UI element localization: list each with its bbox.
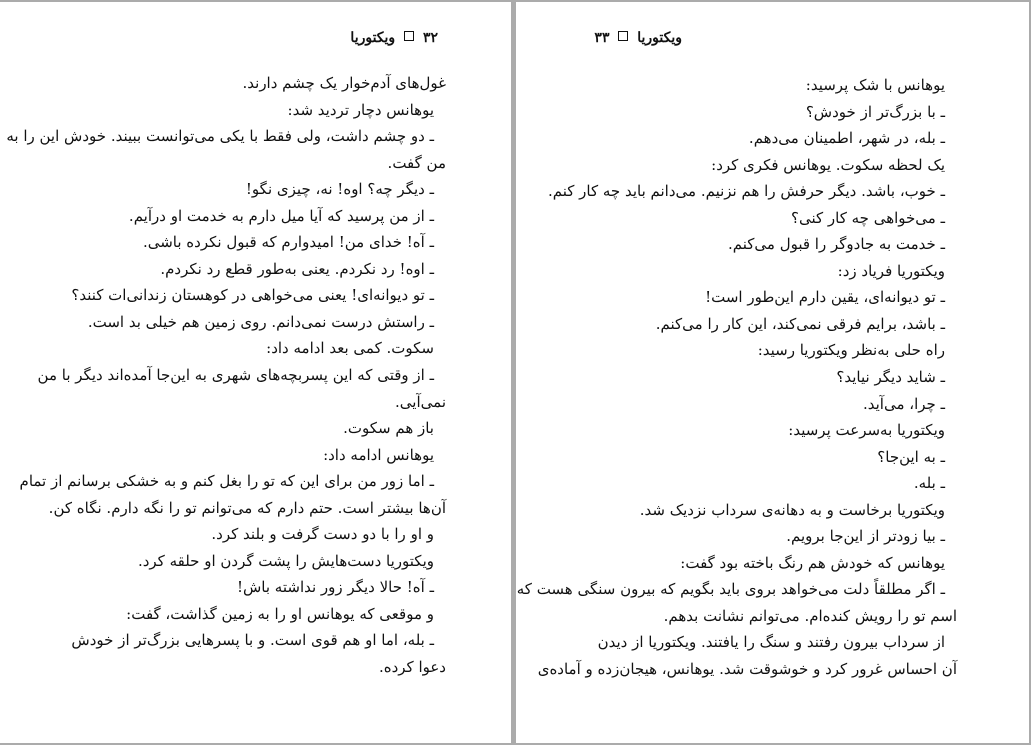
text-line: ـ بیا زودتر از این‌جا برویم. [786, 527, 945, 546]
text-line: یوهانس که خودش هم رنگ باخته بود گفت: [680, 553, 945, 572]
text-line: ـ شاید دیگر نیاید؟ [836, 368, 945, 387]
running-title: ویکتوریا [350, 30, 396, 46]
text-line: ـ بله، اما او هم قوی است. و با پسرهایی بزرگ‌تر از خودش [71, 631, 434, 650]
text-line: ـ اگر مطلقاً دلت می‌خواهد بروی باید بگویم که بیرون سنگی هست که [516, 580, 945, 599]
text-line: غول‌های آدم‌خوار یک چشم دارند. [242, 74, 446, 92]
square-separator-icon [618, 31, 628, 41]
text-line: ـ می‌خواهی چه کار کنی؟ [790, 208, 945, 227]
text-line: ـ به این‌جا؟ [877, 447, 945, 466]
right-page [516, 2, 1029, 743]
square-separator-icon [404, 31, 414, 41]
page-number: ۳۳ [594, 30, 610, 46]
text-line: نمی‌آیی. [395, 392, 446, 411]
text-line: سکوت. کمی بعد ادامه داد: [266, 339, 434, 358]
text-line: یوهانس با شک پرسید: [805, 76, 945, 94]
text-line: من گفت. [387, 153, 446, 172]
right-page-text [516, 72, 1029, 683]
text-line: ـ خوب، باشد. دیگر حرفش را هم نزنیم. می‌دانم باید چه کار کنم. [547, 182, 945, 201]
text-line: ـ از من پرسید که آیا میل دارم به خدمت او درآیم. [128, 206, 434, 225]
text-line: ـ بله. [913, 474, 945, 493]
text-line: ـ دیگر چه؟ اوه! نه، چیزی نگو! [245, 180, 434, 199]
text-line: باز هم سکوت. [343, 419, 434, 438]
text-line: اسم تو را رویش کنده‌ام. می‌توانم نشانت بدهم. [663, 606, 957, 625]
left-page [0, 2, 511, 743]
text-line: یوهانس ادامه داد: [323, 445, 434, 464]
text-line: ویکتوریا فریاد زد: [837, 261, 945, 280]
text-line: ویکتوریا برخاست و به دهانه‌ی سرداب نزدیک شد. [639, 500, 945, 519]
text-line: دعوا کرده. [378, 658, 446, 677]
page-header [594, 30, 682, 46]
text-line: و او را با دو دست گرفت و بلند کرد. [211, 525, 434, 544]
text-line: ـ باشد، برایم فرقی نمی‌کند، این کار را می‌کنم. [655, 314, 945, 333]
text-line: آن احساس غرور کرد و خوشوقت شد. یوهانس، هیجان‌زده و آماده‌ی [537, 660, 957, 679]
text-line: یک لحظه سکوت. یوهانس فکری کرد: [711, 155, 945, 174]
text-line: و موقعی که یوهانس او را به زمین گذاشت، گفت: [126, 604, 434, 623]
text-line: ـ اما زور من برای این که تو را بغل کنم و به خشکی برسانم از تمام [19, 472, 434, 491]
text-line: ـ اوه! رد نکردم. یعنی به‌طور قطع رد نکردم. [160, 259, 434, 278]
text-line: راه حلی به‌نظر ویکتوریا رسید: [757, 341, 945, 360]
text-line: ـ بله، در شهر، اطمینان می‌دهم. [748, 129, 945, 148]
running-title: ویکتوریا [637, 30, 682, 46]
text-line: ـ با بزرگ‌تر از خودش؟ [805, 102, 945, 121]
text-line: ـ از وقتی که این پسربچه‌های شهری به این‌جا آمده‌اند دیگر با من [37, 366, 434, 385]
text-line: ـ چرا، می‌آید. [862, 394, 945, 413]
text-line: ـ تو دیوانه‌ای! یعنی می‌خواهی در کوهستان زندانی‌ات کنند؟ [71, 286, 434, 305]
text-line: ـ دو چشم داشت، ولی فقط با یکی می‌توانست ببیند. خودش این را به [6, 127, 434, 146]
text-line: یوهانس دچار تردید شد: [287, 100, 434, 119]
text-line: از سرداب بیرون رفتند و سنگ را یافتند. ویکتوریا از دیدن [597, 633, 945, 652]
text-line: ـ خدمت به جادوگر را قبول می‌کنم. [727, 235, 945, 254]
text-line: ویکتوریا به‌سرعت پرسید: [788, 421, 945, 440]
text-line: آن‌ها بیشتر است. حتم دارم که می‌توانم تو را نگه دارم. نگاه کن. [48, 498, 446, 517]
page-header [350, 30, 438, 46]
text-line: ـ آه! خدای من! امیدوارم که قبول نکرده باشی. [142, 233, 434, 252]
page-number: ۳۲ [422, 30, 438, 46]
text-line: ـ راستش درست نمی‌دانم. روی زمین هم خیلی بد است. [87, 312, 434, 331]
left-page-text [0, 70, 511, 681]
text-line: ـ تو دیوانه‌ای، یقین دارم این‌طور است! [705, 288, 945, 307]
text-line: ویکتوریا دست‌هایش را پشت گردن او حلقه کرد. [137, 551, 434, 570]
text-line: ـ آه! حالا دیگر زور نداشته باش! [236, 578, 434, 597]
